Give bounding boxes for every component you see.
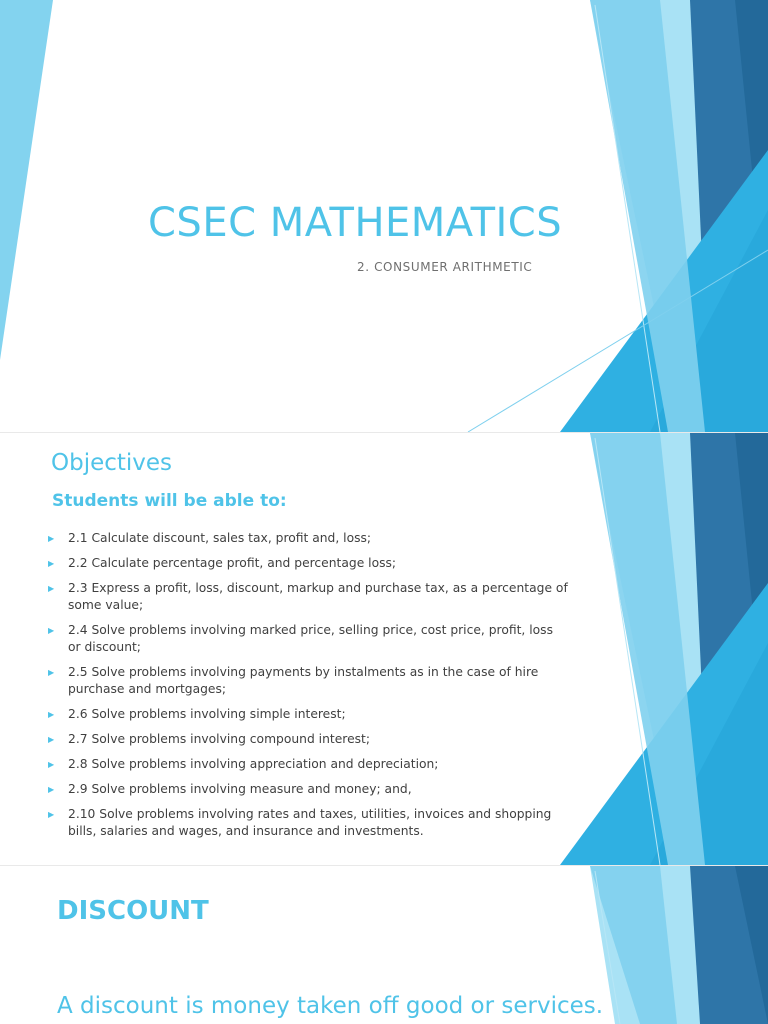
presentation-title: CSEC MATHEMATICS xyxy=(148,200,563,246)
list-item: ▶ 2.2 Calculate percentage profit, and percentage loss; xyxy=(48,556,397,570)
list-item: ▶ 2.10 Solve problems involving rates and taxes, utilities, invoices and shopping bills, salaries and wages, and insurance and investments. xyxy=(48,807,552,838)
triangle-bullet-icon: ▶ xyxy=(48,810,55,819)
discount-slide xyxy=(0,866,768,1024)
title-slide xyxy=(0,0,768,432)
list-item: ▶ 2.7 Solve problems involving compound interest; xyxy=(48,732,370,746)
triangle-bullet-icon: ▶ xyxy=(48,668,55,677)
list-item: ▶ 2.4 Solve problems involving marked price, selling price, cost price, profit, loss or discount; xyxy=(48,623,553,654)
list-item: ▶ 2.1 Calculate discount, sales tax, profit and, loss; xyxy=(48,531,372,545)
discount-heading: DISCOUNT xyxy=(57,896,209,926)
list-item: ▶ 2.9 Solve problems involving measure and money; and, xyxy=(48,782,412,796)
objectives-slide xyxy=(0,433,768,865)
discount-definition: A discount is money taken off good or services. xyxy=(57,993,604,1019)
triangle-bullet-icon: ▶ xyxy=(48,559,55,568)
list-item: ▶ 2.3 Express a profit, loss, discount, markup and purchase tax, as a percentage of some value; xyxy=(48,581,568,612)
triangle-bullet-icon: ▶ xyxy=(48,735,55,744)
triangle-bullet-icon: ▶ xyxy=(48,710,55,719)
triangle-bullet-icon: ▶ xyxy=(48,785,55,794)
objectives-subheading: Students will be able to: xyxy=(52,491,287,511)
triangle-bullet-icon: ▶ xyxy=(48,760,55,769)
list-item: ▶ 2.6 Solve problems involving simple interest; xyxy=(48,707,346,721)
list-item: ▶ 2.8 Solve problems involving appreciation and depreciation; xyxy=(48,757,439,771)
objectives-list xyxy=(48,530,568,848)
triangle-bullet-icon: ▶ xyxy=(48,534,55,543)
list-item: ▶ 2.5 Solve problems involving payments by instalments as in the case of hire purchase and mortgages; xyxy=(48,665,539,696)
objectives-heading: Objectives xyxy=(51,450,173,476)
presentation-subtitle: 2. CONSUMER ARITHMETIC xyxy=(357,260,533,274)
triangle-bullet-icon: ▶ xyxy=(48,626,55,635)
triangle-bullet-icon: ▶ xyxy=(48,584,55,593)
